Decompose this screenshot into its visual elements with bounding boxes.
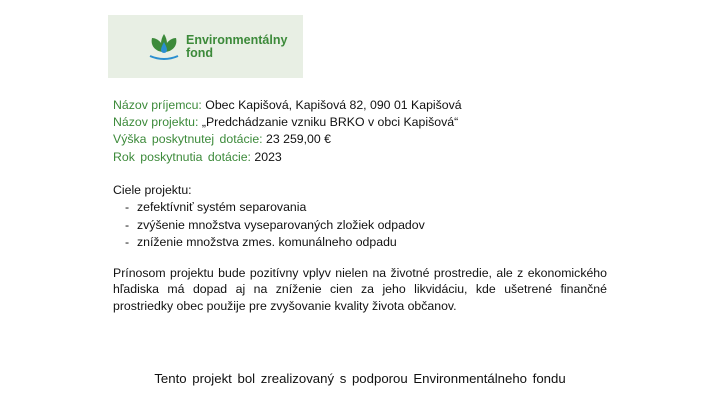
project-label: Názov projektu: bbox=[113, 115, 199, 130]
recipient-row bbox=[113, 97, 462, 114]
logo-line-2: fond bbox=[186, 46, 214, 60]
recipient-label: Názov príjemcu: bbox=[113, 98, 202, 112]
goal-text: zníženie množstva zmes. komunálneho odpadu bbox=[137, 235, 397, 249]
project-row bbox=[113, 114, 462, 131]
logo-line-1: Environmentálny bbox=[186, 33, 288, 47]
year-value: 2023 bbox=[254, 149, 282, 164]
benefit-text: bude pozitívny vplyv nielen na životné prostredie, ale z ekonomického hľadiska má dopad aj na zníženie cien za jeho likvidáciu, kde ušetrené finančné prostriedky obec použije pre zvyšovanie kvality života občanov. bbox=[113, 266, 607, 313]
project-value: „Predchádzanie vzniku BRKO v obci Kapišová“ bbox=[201, 115, 459, 130]
list-item: - zefektívniť systém separovania bbox=[125, 200, 307, 214]
goal-text: zvýšenie množstva vyseparovaných zložiek odpadov bbox=[137, 217, 425, 232]
amount-value: 23 259,00 € bbox=[266, 132, 331, 147]
year-row bbox=[113, 149, 462, 166]
footer-note: Tento projekt bol zrealizovaný s podporou Environmentálneho fondu bbox=[154, 371, 566, 386]
benefit-paragraph bbox=[113, 265, 607, 314]
logo-wordmark bbox=[186, 34, 287, 60]
list-item: - zníženie množstva zmes. komunálneho odpadu bbox=[125, 235, 397, 249]
goals-title: Ciele projektu: bbox=[113, 183, 192, 197]
environmental-fund-logo-icon bbox=[146, 30, 182, 62]
goal-text: zefektívniť systém separovania bbox=[137, 200, 307, 214]
amount-row bbox=[113, 131, 462, 148]
goals-list bbox=[125, 199, 425, 252]
amount-label: Výška poskytnutej dotácie: bbox=[113, 132, 263, 147]
list-item: - zvýšenie množstva vyseparovaných zložiek odpadov bbox=[125, 217, 425, 232]
recipient-value: Obec Kapišová, Kapišová 82, 090 01 Kapišová bbox=[205, 98, 462, 112]
year-label: Rok poskytnutia dotácie: bbox=[113, 149, 251, 164]
benefit-lead: Prínosom projektu bbox=[113, 266, 214, 280]
project-info bbox=[113, 97, 462, 166]
fund-logo bbox=[108, 15, 303, 78]
